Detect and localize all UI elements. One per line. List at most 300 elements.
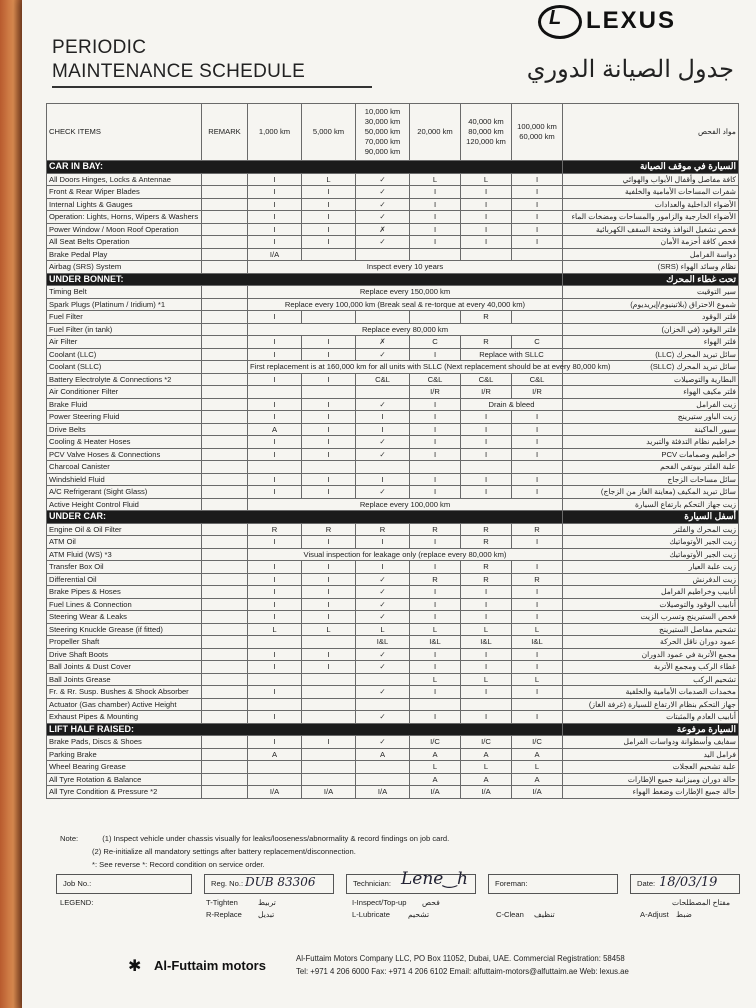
table-row — [47, 248, 739, 261]
interval-cell: R — [461, 536, 512, 549]
check-item-label: Steering Knuckle Grease (if fitted) — [47, 623, 202, 636]
check-item-label: Coolant (LLC) — [47, 348, 202, 361]
date-field[interactable]: Date: 18/03/19 — [630, 874, 740, 894]
interval-cell: I/A — [461, 786, 512, 799]
remark-cell — [202, 498, 248, 511]
check-item-label: Coolant (SLLC) — [47, 361, 202, 374]
interval-cell: I — [302, 348, 356, 361]
interval-cell: I — [461, 223, 512, 236]
remark-cell — [202, 573, 248, 586]
legend-adjust: A-Adjust — [640, 910, 669, 919]
table-row — [47, 673, 739, 686]
interval-cell: A — [248, 748, 302, 761]
check-item-label: Battery Electrolyte & Connections *2 — [47, 373, 202, 386]
check-item-arabic: سائل مساحات الزجاج — [563, 473, 739, 486]
interval-cell: I — [410, 186, 461, 199]
check-item-label: Transfer Box Oil — [47, 561, 202, 574]
interval-cell: I — [512, 486, 563, 499]
interval-cell: ✗ — [356, 223, 410, 236]
remark-cell — [202, 786, 248, 799]
interval-cell: I — [410, 536, 461, 549]
interval-cell — [302, 311, 356, 324]
interval-cell: I&L — [461, 636, 512, 649]
company-address: Al-Futtaim Motors Company LLC, PO Box 11052, Dubai, UAE. Commercial Registration: 58458 Tel: +971 4 206 6000 Fax: +971 4 206 6102 Email: alfuttaim-motors@alfuttaim.ae Web: lexus.ae — [296, 954, 629, 976]
check-item-arabic: فرامل اليد — [563, 748, 739, 761]
check-item-label: Wheel Bearing Grease — [47, 761, 202, 774]
interval-cell: I — [512, 411, 563, 424]
check-item-arabic: زيت الفرامل — [563, 398, 739, 411]
interval-cell: C&L — [410, 373, 461, 386]
foreman-field[interactable]: Foreman: — [488, 874, 618, 894]
table-row — [47, 411, 739, 424]
remark-cell — [202, 686, 248, 699]
interval-cell: ✓ — [356, 686, 410, 699]
table-row — [47, 436, 739, 449]
remark-cell — [202, 461, 248, 474]
interval-cell: I — [248, 473, 302, 486]
interval-cell: L — [512, 623, 563, 636]
check-item-label: Drive Belts — [47, 423, 202, 436]
remark-cell — [202, 698, 248, 711]
table-row — [47, 423, 739, 436]
table-row — [47, 611, 739, 624]
table-row — [47, 486, 739, 499]
interval-cell: I — [302, 611, 356, 624]
interval-cell: I — [410, 686, 461, 699]
check-item-label: Active Height Control Fluid — [47, 498, 202, 511]
interval-cell: I — [248, 448, 302, 461]
remark-cell — [202, 773, 248, 786]
check-item-label: Brake Pads, Discs & Shoes — [47, 736, 202, 749]
col-1000km: 1,000 km — [248, 104, 302, 161]
footer — [130, 952, 750, 982]
interval-cell: ✓ — [356, 173, 410, 186]
section-label-arabic: السيارة مرفوعة — [563, 723, 739, 736]
check-item-label: Fr. & Rr. Susp. Bushes & Shock Absorber — [47, 686, 202, 699]
interval-cell: I — [248, 311, 302, 324]
section-label: UNDER BONNET: — [47, 273, 563, 286]
interval-cell: L — [248, 623, 302, 636]
check-item-label: Brake Pedal Play — [47, 248, 202, 261]
interval-cell: I/R — [461, 386, 512, 399]
interval-cell: I — [410, 211, 461, 224]
interval-cell: I — [302, 411, 356, 424]
reg-no-field[interactable]: Reg. No.: DUB 83306 — [204, 874, 334, 894]
col-remark: REMARK — [202, 104, 248, 161]
interval-cell: I/A — [302, 786, 356, 799]
interval-cell: I — [248, 436, 302, 449]
interval-cell: I — [512, 598, 563, 611]
interval-cell — [356, 761, 410, 774]
section-row — [47, 161, 739, 174]
page-title-arabic: جدول الصيانة الدوري — [526, 56, 734, 83]
interval-cell — [410, 311, 461, 324]
table-row — [47, 573, 739, 586]
legend-title-arabic: مفتاح المصطلحات — [672, 898, 731, 907]
check-item-arabic: تشحيم مفاصل الستيرينج — [563, 623, 739, 636]
check-item-arabic: كافة مفاصل وأقفال الأبواب والهوائي — [563, 173, 739, 186]
interval-cell: I — [248, 211, 302, 224]
table-row — [47, 648, 739, 661]
check-item-label: Power Steering Fluid — [47, 411, 202, 424]
interval-cell: I — [512, 536, 563, 549]
interval-cell — [248, 773, 302, 786]
remark-cell — [202, 561, 248, 574]
interval-cell: I — [356, 411, 410, 424]
interval-cell: I — [302, 236, 356, 249]
check-item-arabic: أنابيب العادم والمثبتات — [563, 711, 739, 724]
remark-cell — [202, 486, 248, 499]
table-row — [47, 461, 739, 474]
check-item-label: ATM Oil — [47, 536, 202, 549]
interval-cell: R — [356, 523, 410, 536]
check-item-arabic: علبة تشحيم العجلات — [563, 761, 739, 774]
remark-cell — [202, 236, 248, 249]
interval-cell: C&L — [356, 373, 410, 386]
check-item-arabic: فحص الستيرينج وتسرب الزيت — [563, 611, 739, 624]
interval-cell: ✓ — [356, 448, 410, 461]
interval-cell: L — [410, 173, 461, 186]
interval-cell: I — [410, 711, 461, 724]
interval-cell: L — [461, 673, 512, 686]
interval-cell: I — [302, 448, 356, 461]
check-item-label: Power Window / Moon Roof Operation — [47, 223, 202, 236]
check-item-arabic: سير التوقيت — [563, 286, 739, 299]
interval-cell: A — [461, 773, 512, 786]
remark-cell — [202, 298, 248, 311]
check-item-label: ATM Fluid (WS) *3 — [47, 548, 202, 561]
interval-cell: I — [302, 223, 356, 236]
check-item-label: Timing Belt — [47, 286, 202, 299]
interval-cell: ✓ — [356, 736, 410, 749]
interval-cell: R — [461, 561, 512, 574]
interval-cell: I — [512, 686, 563, 699]
interval-cell: I — [410, 486, 461, 499]
interval-cell: ✗ — [356, 336, 410, 349]
interval-cell: I&L — [512, 636, 563, 649]
job-no-field[interactable]: Job No.: — [56, 874, 192, 894]
interval-cell: I — [410, 348, 461, 361]
check-item-label: All Seat Belts Operation — [47, 236, 202, 249]
interval-cell: I — [302, 436, 356, 449]
legend-tighten: T-Tighten — [206, 898, 238, 907]
interval-cell: I — [512, 711, 563, 724]
interval-cell: ✓ — [356, 648, 410, 661]
interval-cell: I — [410, 436, 461, 449]
check-item-label: Parking Brake — [47, 748, 202, 761]
remark-cell — [202, 473, 248, 486]
interval-cell: I — [248, 648, 302, 661]
interval-cell: ✓ — [356, 586, 410, 599]
interval-cell: I — [248, 573, 302, 586]
remark-cell — [202, 173, 248, 186]
interval-cell: I — [248, 411, 302, 424]
remark-cell — [202, 661, 248, 674]
interval-cell: I — [410, 648, 461, 661]
interval-cell: I — [461, 611, 512, 624]
interval-cell: I — [356, 561, 410, 574]
title-underline — [52, 86, 372, 88]
check-item-label: All Tyre Rotation & Balance — [47, 773, 202, 786]
interval-cell: A — [461, 748, 512, 761]
check-item-label: Front & Rear Wiper Blades — [47, 186, 202, 199]
interval-cell: I — [512, 561, 563, 574]
interval-cell: I — [248, 223, 302, 236]
remark-cell — [202, 348, 248, 361]
remark-cell — [202, 636, 248, 649]
interval-cell: I — [410, 611, 461, 624]
interval-cell: I&L — [410, 636, 461, 649]
interval-cell: I — [302, 486, 356, 499]
interval-cell: I — [410, 411, 461, 424]
interval-cell — [356, 248, 410, 261]
remark-cell — [202, 248, 248, 261]
interval-cell: I — [512, 436, 563, 449]
table-row — [47, 173, 739, 186]
interval-instruction: Visual inspection for leakage only (replace every 80,000 km) — [248, 548, 563, 561]
interval-cell — [302, 698, 356, 711]
interval-cell: I — [410, 473, 461, 486]
interval-cell: I/C — [410, 736, 461, 749]
col-20000km: 20,000 km — [410, 104, 461, 161]
interval-cell: I — [302, 198, 356, 211]
check-item-label: All Tyre Condition & Pressure *2 — [47, 786, 202, 799]
interval-cell: ✓ — [356, 211, 410, 224]
notes-section — [60, 832, 710, 871]
interval-cell: I/A — [512, 786, 563, 799]
interval-cell: I — [248, 336, 302, 349]
check-item-label: Engine Oil & Oil Filter — [47, 523, 202, 536]
interval-cell — [248, 761, 302, 774]
interval-instruction: First replacement is at 160,000 km for all units with SLLC (Next replacement should be at every 80,000 km) — [248, 361, 563, 374]
check-item-arabic: فلتر الوقود (في الخزان) — [563, 323, 739, 336]
remark-cell — [202, 398, 248, 411]
table-row — [47, 348, 739, 361]
interval-cell: I — [302, 561, 356, 574]
interval-cell: I — [248, 686, 302, 699]
interval-cell: I — [461, 661, 512, 674]
interval-cell: I — [248, 236, 302, 249]
interval-cell: I — [248, 736, 302, 749]
interval-cell: A — [512, 748, 563, 761]
remark-cell — [202, 323, 248, 336]
col-arabic: مواد الفحص — [563, 104, 739, 161]
interval-cell — [302, 673, 356, 686]
remark-cell — [202, 623, 248, 636]
interval-cell: I — [302, 586, 356, 599]
table-row — [47, 598, 739, 611]
interval-cell: Drain & bleed — [461, 398, 563, 411]
check-item-arabic: فلتر الوقود — [563, 311, 739, 324]
interval-cell: ✓ — [356, 486, 410, 499]
interval-cell: A — [410, 748, 461, 761]
interval-cell: I — [512, 586, 563, 599]
table-row — [47, 761, 739, 774]
interval-cell: I — [248, 173, 302, 186]
interval-cell: I — [248, 186, 302, 199]
check-item-label: Operation: Lights, Horns, Wipers & Washers — [47, 211, 202, 224]
interval-cell: R — [512, 573, 563, 586]
interval-cell — [512, 248, 563, 261]
interval-cell: L — [461, 173, 512, 186]
interval-cell: L — [512, 673, 563, 686]
interval-cell: I — [512, 223, 563, 236]
interval-cell: I — [461, 423, 512, 436]
interval-cell: I — [512, 473, 563, 486]
interval-cell: I — [248, 661, 302, 674]
check-item-label: Steering Wear & Leaks — [47, 611, 202, 624]
interval-cell: L — [461, 623, 512, 636]
check-item-label: Ball Joints Grease — [47, 673, 202, 686]
lexus-logo: L LEXUS — [538, 2, 738, 42]
interval-cell — [302, 686, 356, 699]
interval-cell: I — [302, 648, 356, 661]
table-row — [47, 311, 739, 324]
table-row — [47, 773, 739, 786]
interval-cell — [248, 673, 302, 686]
interval-cell: I — [248, 348, 302, 361]
interval-cell: I — [248, 373, 302, 386]
interval-cell — [461, 461, 512, 474]
check-item-label: Spark Plugs (Platinum / Iridium) *1 — [47, 298, 202, 311]
interval-cell — [410, 698, 461, 711]
reg-no-value: DUB 83306 — [245, 875, 316, 889]
check-item-label: Ball Joints & Dust Cover — [47, 661, 202, 674]
interval-cell: I — [512, 423, 563, 436]
interval-cell — [302, 748, 356, 761]
technician-field[interactable]: Technician: Lene‿h — [346, 874, 476, 894]
remark-cell — [202, 748, 248, 761]
interval-cell: I — [248, 536, 302, 549]
interval-instruction: Inspect every 10 years — [248, 261, 563, 274]
interval-cell: R — [461, 573, 512, 586]
interval-cell: I — [248, 711, 302, 724]
table-row — [47, 748, 739, 761]
interval-cell: ✓ — [356, 711, 410, 724]
interval-cell: I/A — [410, 786, 461, 799]
remark-cell — [202, 736, 248, 749]
interval-cell: ✓ — [356, 436, 410, 449]
section-label: LIFT HALF RAISED: — [47, 723, 563, 736]
remark-cell — [202, 361, 248, 374]
interval-cell: R — [410, 523, 461, 536]
remark-cell — [202, 598, 248, 611]
table-row — [47, 686, 739, 699]
interval-cell: R — [461, 336, 512, 349]
interval-cell: A — [512, 773, 563, 786]
interval-cell: I — [461, 448, 512, 461]
interval-cell: I — [512, 611, 563, 624]
interval-cell: I — [302, 398, 356, 411]
date-value: 18/03/19 — [659, 875, 718, 890]
legend-lubricate: L-Lubricate — [352, 910, 390, 919]
interval-cell: I — [512, 236, 563, 249]
check-item-label: Air Filter — [47, 336, 202, 349]
check-item-arabic: شموع الاحتراق (بلاتينيوم/إيريديوم) — [563, 298, 739, 311]
remark-cell — [202, 673, 248, 686]
interval-cell: I — [302, 536, 356, 549]
check-item-label: A/C Refrigerant (Sight Glass) — [47, 486, 202, 499]
table-row — [47, 298, 739, 311]
interval-cell: I — [248, 611, 302, 624]
note-3: *: See reverse *: Record condition on service order. — [92, 860, 265, 869]
interval-cell — [356, 311, 410, 324]
interval-cell: L — [410, 673, 461, 686]
section-label: CAR IN BAY: — [47, 161, 563, 174]
interval-cell: I/R — [512, 386, 563, 399]
remark-cell — [202, 198, 248, 211]
check-item-arabic: سفايف وأسطوانة ودواسات الفرامل — [563, 736, 739, 749]
interval-cell — [410, 461, 461, 474]
interval-cell: L — [461, 761, 512, 774]
interval-cell: A — [248, 423, 302, 436]
table-row — [47, 448, 739, 461]
interval-cell: L — [410, 761, 461, 774]
interval-cell: I — [461, 711, 512, 724]
remark-cell — [202, 436, 248, 449]
brand-name: LEXUS — [586, 7, 677, 34]
check-item-arabic: خراطيم وصمامات PCV — [563, 448, 739, 461]
table-row — [47, 286, 739, 299]
interval-cell: I — [248, 198, 302, 211]
interval-cell: I — [248, 398, 302, 411]
col-check-items: CHECK ITEMS — [47, 104, 202, 161]
legend-replace: R-Replace — [206, 910, 242, 919]
interval-cell — [512, 698, 563, 711]
legend: LEGEND: T-Tighten تربيط R-Replace تبديل I-Inspect/Top-up فحص L-Lubricate تشحيم C-Clean تنظيف A-Adjust ضبط مفتاح المصطلحات — [60, 898, 731, 919]
interval-cell: I — [302, 211, 356, 224]
interval-cell — [356, 386, 410, 399]
interval-cell — [248, 461, 302, 474]
interval-cell — [461, 248, 512, 261]
interval-cell — [248, 386, 302, 399]
interval-cell: I — [461, 198, 512, 211]
interval-cell: I — [512, 211, 563, 224]
section-row — [47, 723, 739, 736]
interval-cell — [302, 773, 356, 786]
interval-cell: L — [302, 623, 356, 636]
remark-cell — [202, 423, 248, 436]
interval-cell: ✓ — [356, 598, 410, 611]
interval-cell: I/C — [461, 736, 512, 749]
table-row — [47, 186, 739, 199]
check-item-label: Actuator (Gas chamber) Active Height — [47, 698, 202, 711]
interval-cell: I — [302, 373, 356, 386]
interval-instruction: Replace every 100,000 km — [248, 498, 563, 511]
interval-cell — [248, 698, 302, 711]
interval-cell — [302, 386, 356, 399]
remark-cell — [202, 761, 248, 774]
section-label: UNDER CAR: — [47, 511, 563, 524]
interval-cell: I/A — [248, 248, 302, 261]
check-item-label: Air Conditioner Filter — [47, 386, 202, 399]
check-item-arabic: حالة دوران وميزانية جميع الإطارات — [563, 773, 739, 786]
interval-cell: I — [302, 736, 356, 749]
interval-cell: I — [302, 186, 356, 199]
check-item-arabic: زيت الجير الأوتوماتيك — [563, 536, 739, 549]
interval-cell: ✓ — [356, 611, 410, 624]
interval-cell: R — [302, 523, 356, 536]
interval-cell: A — [410, 773, 461, 786]
interval-cell: C&L — [512, 373, 563, 386]
table-row — [47, 698, 739, 711]
interval-cell: I — [410, 423, 461, 436]
remark-cell — [202, 223, 248, 236]
interval-cell: I/R — [410, 386, 461, 399]
check-item-arabic: زيت جهاز التحكم بارتفاع السيارة — [563, 498, 739, 511]
interval-cell: C — [410, 336, 461, 349]
remark-cell — [202, 586, 248, 599]
